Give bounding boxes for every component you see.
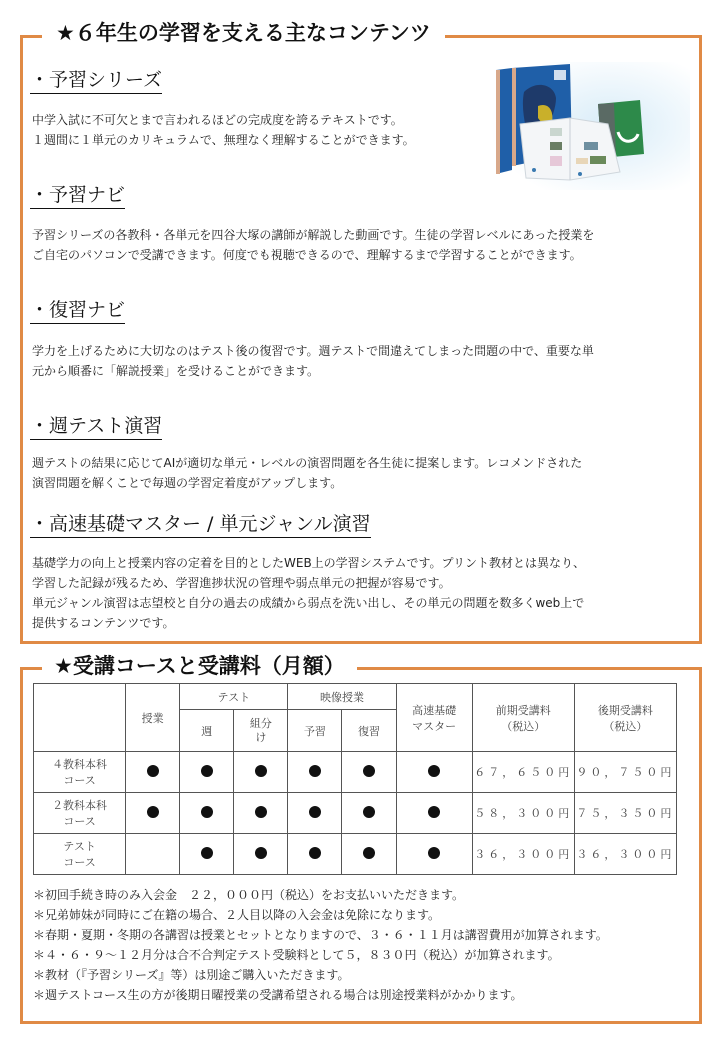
heading-fukushu-navi: ・復習ナビ [30, 298, 125, 324]
first-half-fee: ３６，３００円 [472, 834, 574, 875]
inclusion-cell [126, 793, 180, 834]
course-line: コース [63, 856, 96, 869]
included-dot-icon [201, 847, 213, 859]
first-half-fee: ６７，６５０円 [472, 752, 574, 793]
note-line: ＊初回手続き時のみ入会金 ２２，０００円（税込）をお支払いいただきます。 [33, 888, 465, 902]
header-course-blank [34, 684, 126, 752]
header-line: （税込） [501, 719, 546, 733]
heading-weekly-test-practice: ・週テスト演習 [30, 414, 162, 440]
inclusion-cell [126, 752, 180, 793]
included-dot-icon [309, 847, 321, 859]
course-line: テスト [63, 840, 96, 853]
inclusion-cell [180, 793, 234, 834]
desc-weekly-test-practice [32, 453, 582, 493]
inclusion-cell [342, 793, 396, 834]
second-half-fee: ７５，３５０円 [574, 793, 676, 834]
header-line: 前期受講料 [495, 703, 551, 717]
header-line: 高速基礎 [412, 703, 457, 717]
desc-fukushu-navi [32, 341, 594, 381]
included-dot-icon [363, 765, 375, 777]
text-line: １週間に１単元のカリキュラムで、無理なく理解することができます。 [32, 133, 415, 147]
included-dot-icon [309, 765, 321, 777]
text-line: 学力を上げるために大切なのはテスト後の復習です。週テストで間違えてしまった問題の中で、重要な単 [32, 344, 594, 358]
course-line: コース [63, 774, 96, 787]
included-dot-icon [428, 847, 440, 859]
inclusion-cell [234, 752, 288, 793]
course-name [34, 752, 126, 793]
header-kosoku [396, 684, 472, 752]
header-video-preview: 予習 [288, 710, 342, 752]
desc-yoshu-series [32, 110, 415, 150]
note-line: ＊４・６・９～１２月分は合不合判定テスト受験料として５，８３０円（税込）が加算されます。 [33, 948, 560, 962]
header-line: マスター [412, 719, 457, 733]
table-row [34, 752, 677, 793]
fees-table [33, 683, 677, 875]
inclusion-cell [180, 752, 234, 793]
text-line: 週テストの結果に応じてAIが適切な単元・レベルの演習問題を各生徒に提案します。レコメンドされた [32, 456, 583, 470]
note-line: ＊春期・夏期・冬期の各講習は授業とセットとなりますので、３・６・１１月は講習費用が加算されます。 [33, 928, 608, 942]
included-dot-icon [201, 806, 213, 818]
included-dot-icon [255, 765, 267, 777]
header-test: テスト [180, 684, 288, 710]
course-line: ２教科本科 [52, 799, 108, 812]
inclusion-cell [288, 752, 342, 793]
fee-notes [33, 885, 608, 1005]
included-dot-icon [363, 847, 375, 859]
header-class: 授業 [126, 684, 180, 752]
header-text: 組分け [249, 716, 272, 744]
inclusion-cell [234, 793, 288, 834]
inclusion-cell [342, 752, 396, 793]
inclusion-cell [234, 834, 288, 875]
included-dot-icon [201, 765, 213, 777]
included-dot-icon [363, 806, 375, 818]
inclusion-cell [180, 834, 234, 875]
text-line: 学習した記録が残るため、学習進捗状況の管理や弱点単元の把握が容易です。 [32, 576, 451, 590]
inclusion-cell [396, 834, 472, 875]
text-line: 基礎学力の向上と授業内容の定着を目的としたWEB上の学習システムです。プリント教材とは異なり、 [32, 556, 586, 570]
note-line: ＊週テストコース生の方が後期日曜授業の受講希望される場合は別途授業料がかかります。 [33, 988, 523, 1002]
second-half-fee: ３６，３００円 [574, 834, 676, 875]
table-row [34, 834, 677, 875]
header-test-weekly: 週 [180, 710, 234, 752]
included-dot-icon [255, 847, 267, 859]
fees-section-title: ★受講コースと受講料（月額） [42, 651, 357, 681]
header-line: （税込） [603, 719, 648, 733]
text-line: ご自宅のパソコンで受講できます。何度でも視聴できるので、理解するまで学習することができます。 [32, 248, 582, 262]
included-dot-icon [428, 765, 440, 777]
text-line: 予習シリーズの各教科・各単元を四谷大塚の講師が解説した動画です。生徒の学習レベルにあった授業を [32, 228, 595, 242]
text-line: 単元ジャンル演習は志望校と自分の過去の成績から弱点を洗い出し、その単元の問題を数多くweb上で [32, 596, 585, 610]
included-dot-icon [147, 806, 159, 818]
heading-kosoku-kiso-master: ・高速基礎マスター / 単元ジャンル演習 [30, 512, 371, 538]
inclusion-cell [342, 834, 396, 875]
text-line: 中学入試に不可欠とまで言われるほどの完成度を誇るテキストです。 [32, 113, 403, 127]
included-dot-icon [309, 806, 321, 818]
inclusion-cell [288, 793, 342, 834]
header-first-half-fee [472, 684, 574, 752]
heading-yoshu-series: ・予習シリーズ [30, 68, 162, 94]
text-line: 提供するコンテンツです。 [32, 616, 175, 630]
header-video: 映像授業 [288, 684, 396, 710]
textbook-image [490, 62, 690, 190]
inclusion-cell [288, 834, 342, 875]
header-test-grouping [234, 710, 288, 752]
first-half-fee: ５８，３００円 [472, 793, 574, 834]
inclusion-cell [396, 793, 472, 834]
header-video-review: 復習 [342, 710, 396, 752]
course-name [34, 793, 126, 834]
note-line: ＊兄弟姉妹が同時にご在籍の場合、２人目以降の入会金は免除になります。 [33, 908, 441, 922]
desc-kosoku-kiso-master [32, 553, 585, 633]
inclusion-cell [396, 752, 472, 793]
course-line: コース [63, 815, 96, 828]
header-second-half-fee [574, 684, 676, 752]
note-line: ＊教材（『予習シリーズ』等）は別途ご購入いただきます。 [33, 968, 350, 982]
included-dot-icon [255, 806, 267, 818]
desc-yoshu-navi [32, 225, 594, 265]
inclusion-cell [126, 834, 180, 875]
header-line: 後期受講料 [597, 703, 653, 717]
course-name [34, 834, 126, 875]
text-line: 元から順番に「解説授業」を受けることができます。 [32, 364, 320, 378]
second-half-fee: ９０，７５０円 [574, 752, 676, 793]
included-dot-icon [428, 806, 440, 818]
contents-section-title: ★６年生の学習を支える主なコンテンツ [42, 18, 445, 48]
heading-yoshu-navi: ・予習ナビ [30, 183, 125, 209]
course-line: ４教科本科 [52, 758, 108, 771]
text-line: 演習問題を解くことで毎週の学習定着度がアップします。 [32, 476, 343, 490]
included-dot-icon [147, 765, 159, 777]
table-row [34, 793, 677, 834]
